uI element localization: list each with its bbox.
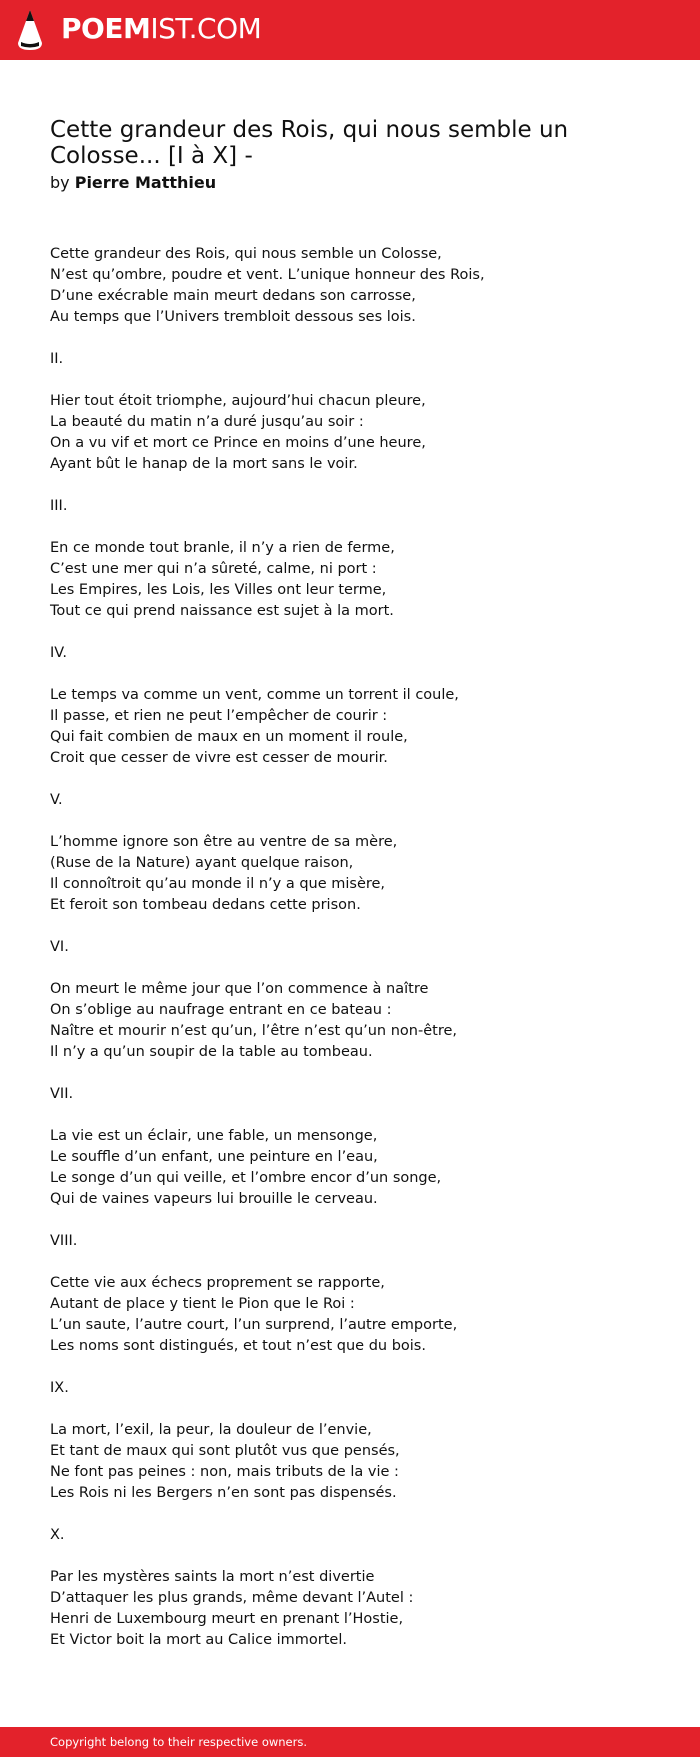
poem-line: (Ruse de la Nature) ayant quelque raison, [50, 855, 354, 871]
stanza [50, 979, 650, 1063]
poem-line: On s’oblige au naufrage entrant en ce bateau : [50, 1002, 392, 1018]
poem-line: Le souffle d’un enfant, une peinture en l’eau, [50, 1149, 378, 1165]
poem-line: Il passe, et rien ne peut l’empêcher de courir : [50, 708, 388, 724]
poem-line: On a vu vif et mort ce Prince en moins d’une heure, [50, 435, 426, 451]
poem-line: Qui fait combien de maux en un moment il roule, [50, 729, 408, 745]
pencil-tip-icon[interactable] [17, 9, 43, 51]
poem-line: Au temps que l’Univers trembloit dessous ses lois. [50, 309, 416, 325]
poem-line: D’attaquer les plus grands, même devant l’Autel : [50, 1590, 414, 1606]
poem-line: Qui de vaines vapeurs lui brouille le cerveau. [50, 1191, 378, 1207]
stanza-numeral: IV. [50, 645, 67, 661]
poem-line: Croit que cesser de vivre est cesser de mourir. [50, 750, 388, 766]
poem-line: Hier tout étoit triomphe, aujourd’hui chacun pleure, [50, 393, 426, 409]
site-logo-link[interactable] [61, 11, 261, 47]
stanza [50, 1567, 650, 1651]
poem-line: Henri de Luxembourg meurt en prenant l’Hostie, [50, 1611, 404, 1627]
logo-light-text: IST.COM [150, 12, 262, 45]
author-link[interactable]: Pierre Matthieu [74, 173, 217, 192]
poem-line: Ayant bût le hanap de la mort sans le voir. [50, 456, 358, 472]
poem-line: Les Empires, les Lois, les Villes ont leur terme, [50, 582, 387, 598]
stanza [50, 538, 650, 622]
poem-line: Naître et mourir n’est qu’un, l’être n’est qu’un non-être, [50, 1023, 457, 1039]
stanza-numeral: IX. [50, 1380, 69, 1396]
stanza-numeral: VII. [50, 1086, 74, 1102]
site-header [0, 0, 700, 60]
poem-line: C’est une mer qui n’a sûreté, calme, ni port : [50, 561, 377, 577]
stanza-numeral: V. [50, 792, 63, 808]
poem-line: En ce monde tout branle, il n’y a rien de ferme, [50, 540, 395, 556]
stanza-numeral: II. [50, 351, 64, 367]
poem-line: Tout ce qui prend naissance est sujet à la mort. [50, 603, 394, 619]
stanza [50, 391, 650, 475]
poem-line: L’un saute, l’autre court, l’un surprend, l’autre emporte, [50, 1317, 458, 1333]
stanza [50, 244, 650, 328]
poem-line: D’une exécrable main meurt dedans son carrosse, [50, 288, 416, 304]
poem-line: La mort, l’exil, la peur, la douleur de l’envie, [50, 1422, 372, 1438]
copyright-text: Copyright belong to their respective owners. [50, 1735, 308, 1749]
poem-line: L’homme ignore son être au ventre de sa mère, [50, 834, 398, 850]
poem-line: Cette grandeur des Rois, qui nous semble un Colosse, [50, 246, 442, 262]
poem-line: Les Rois ni les Bergers n’en sont pas dispensés. [50, 1485, 397, 1501]
by-label: by [50, 173, 70, 192]
site-footer [0, 1727, 700, 1757]
poem-line: Et Victor boit la mort au Calice immortel. [50, 1632, 347, 1648]
poem-line: Et tant de maux qui sont plutôt vus que pensés, [50, 1443, 400, 1459]
poem-line: N’est qu’ombre, poudre et vent. L’unique honneur des Rois, [50, 267, 485, 283]
poem-line: La vie est un éclair, une fable, un mensonge, [50, 1128, 378, 1144]
stanza [50, 1420, 650, 1504]
stanza [50, 832, 650, 916]
poem-line: On meurt le même jour que l’on commence à naître [50, 981, 429, 997]
stanza-numeral: III. [50, 498, 68, 514]
poem-line: Ne font pas peines : non, mais tributs de la vie : [50, 1464, 399, 1480]
stanza [50, 1126, 650, 1210]
poem-line: Le temps va comme un vent, comme un torrent il coule, [50, 687, 459, 703]
poem-line: Autant de place y tient le Pion que le Roi : [50, 1296, 355, 1312]
poem-line: Il connoîtroit qu’au monde il n’y a que misère, [50, 876, 386, 892]
poem-title: Cette grandeur des Rois, qui nous semble un Colosse... [I à X] - [50, 117, 569, 169]
poem-line: Et feroit son tombeau dedans cette prison. [50, 897, 361, 913]
poem-line: Cette vie aux échecs proprement se rapporte, [50, 1275, 385, 1291]
stanza-numeral: X. [50, 1527, 65, 1543]
stanza-numeral: VI. [50, 939, 69, 955]
poem-line: La beauté du matin n’a duré jusqu’au soir : [50, 414, 364, 430]
byline [50, 172, 216, 194]
logo-bold-text: POEM [61, 12, 151, 45]
stanza [50, 685, 650, 769]
poem-line: Les noms sont distingués, et tout n’est que du bois. [50, 1338, 426, 1354]
stanza [50, 1273, 650, 1357]
poem-line: Le songe d’un qui veille, et l’ombre encor d’un songe, [50, 1170, 442, 1186]
poem-line: Par les mystères saints la mort n’est divertie [50, 1569, 375, 1585]
poem-body [50, 244, 650, 1672]
stanza-numeral: VIII. [50, 1233, 78, 1249]
poem-line: Il n’y a qu’un soupir de la table au tombeau. [50, 1044, 373, 1060]
